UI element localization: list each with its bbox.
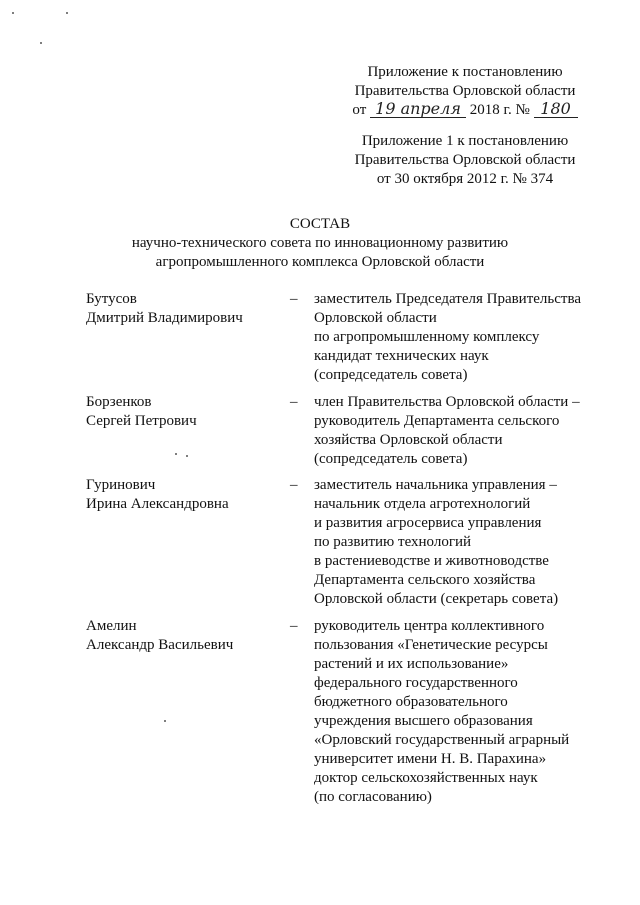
position-line: заместитель начальника управления – <box>314 477 557 493</box>
member-name <box>86 290 286 328</box>
position-line: в растениеводстве и животноводстве <box>314 553 549 569</box>
member-dash: – <box>290 618 298 634</box>
title-heading: СОСТАВ <box>289 216 351 232</box>
scan-speck <box>175 453 177 455</box>
member-position <box>314 290 604 385</box>
title-line2: агропромышленного комплекса Орловской области <box>155 254 485 270</box>
member-dash: – <box>290 477 298 493</box>
scan-speck <box>40 42 42 44</box>
position-line: руководитель центра коллективного <box>314 618 545 634</box>
position-line: (сопредседатель совета) <box>314 451 468 467</box>
appendix-1-header-line3: от 30 октября 2012 г. № 374 <box>376 171 554 187</box>
appendix-1-header-line1: Приложение 1 к постановлению <box>361 133 569 149</box>
position-line: кандидат технических наук <box>314 348 489 364</box>
handwritten-date: 19 апреля <box>370 101 466 118</box>
title-line1: научно-технического совета по инновационному развитию <box>131 235 509 251</box>
position-line: член Правительства Орловской области – <box>314 394 580 410</box>
appendix-1-header <box>330 132 600 189</box>
position-line: бюджетного образовательного <box>314 694 508 710</box>
member-name <box>86 476 286 514</box>
scan-speck <box>186 455 188 457</box>
member-dash: – <box>290 291 298 307</box>
position-line: «Орловский государственный аграрный <box>314 732 570 748</box>
member-position <box>314 476 604 609</box>
position-line: (сопредседатель совета) <box>314 367 468 383</box>
member-surname: Гуринович <box>86 477 156 493</box>
position-line: Орловской области <box>314 310 437 326</box>
position-line: руководитель Департамента сельского <box>314 413 560 429</box>
position-line: заместитель Председателя Правительства <box>314 291 582 307</box>
appendix-1-header-line2: Правительства Орловской области <box>354 152 576 168</box>
member-given-names: Дмитрий Владимирович <box>86 310 243 326</box>
member-name <box>86 617 286 655</box>
document-title <box>120 215 520 272</box>
member-name <box>86 393 286 431</box>
member-position <box>314 617 604 807</box>
scan-speck <box>66 12 68 14</box>
position-line: Департамента сельского хозяйства <box>314 572 536 588</box>
handwritten-number: 180 <box>534 101 578 118</box>
member-surname: Борзенков <box>86 394 152 410</box>
position-line: университет имени Н. В. Парахина» <box>314 751 547 767</box>
position-line: и развития агросервиса управления <box>314 515 542 531</box>
position-line: доктор сельскохозяйственных наук <box>314 770 538 786</box>
position-line: (по согласованию) <box>314 789 432 805</box>
member-surname: Бутусов <box>86 291 137 307</box>
position-line: учреждения высшего образования <box>314 713 533 729</box>
position-line: пользования «Генетические ресурсы <box>314 637 548 653</box>
appendix-header-date-line <box>330 101 600 120</box>
position-line: федерального государственного <box>314 675 518 691</box>
member-given-names: Александр Васильевич <box>86 637 234 653</box>
member-given-names: Сергей Петрович <box>86 413 197 429</box>
position-line: Орловской области (секретарь совета) <box>314 591 559 607</box>
scan-speck <box>164 720 166 722</box>
member-surname: Амелин <box>86 618 137 634</box>
position-line: хозяйства Орловской области <box>314 432 503 448</box>
appendix-header-line2: Правительства Орловской области <box>354 83 576 99</box>
position-line: по агропромышленному комплексу <box>314 329 540 345</box>
position-line: начальник отдела агротехнологий <box>314 496 531 512</box>
date-prefix: от <box>352 102 367 118</box>
appendix-header <box>330 63 600 120</box>
member-dash: – <box>290 394 298 410</box>
date-suffix: 2018 г. № <box>469 102 530 118</box>
member-given-names: Ирина Александровна <box>86 496 229 512</box>
scan-speck <box>12 12 14 14</box>
position-line: растений и их использование» <box>314 656 509 672</box>
appendix-header-line1: Приложение к постановлению <box>367 64 563 80</box>
position-line: по развитию технологий <box>314 534 472 550</box>
member-position <box>314 393 604 469</box>
